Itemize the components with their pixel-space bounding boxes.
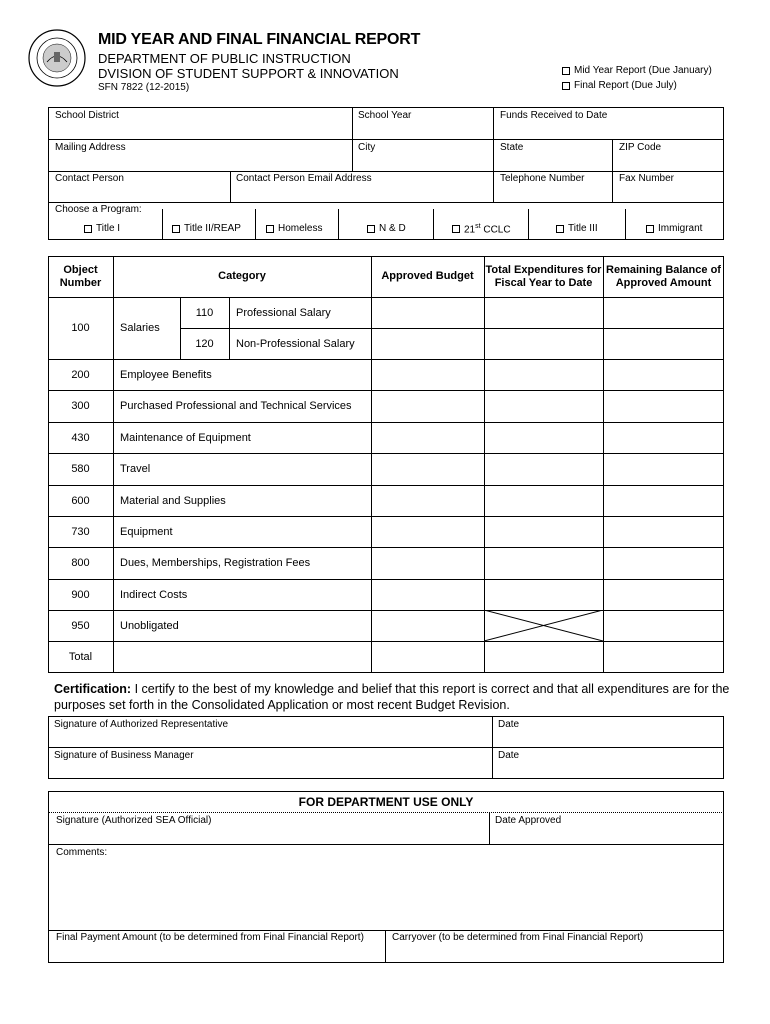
program-checkbox[interactable] — [266, 225, 274, 233]
program-checkbox[interactable] — [556, 225, 564, 233]
remaining-balance-header: Remaining Balance of Approved Amount — [606, 263, 721, 289]
date-approved-field[interactable]: Date Approved — [495, 815, 562, 826]
final-report-option[interactable] — [562, 80, 677, 91]
sub-code-cell: 110 — [195, 306, 214, 319]
sub-code-cell: 120 — [195, 337, 214, 350]
business-manager-signature[interactable]: Signature of Business Manager — [54, 750, 194, 761]
category-cell: Non-Professional Salary — [236, 337, 355, 350]
program-title-i[interactable]: Title I — [84, 223, 120, 234]
object-number-cell: 300 — [71, 400, 90, 412]
program-title-iii[interactable]: Title III — [556, 223, 598, 234]
funds-received-field[interactable]: Funds Received to Date — [500, 110, 608, 121]
zip-field[interactable]: ZIP Code — [619, 142, 662, 153]
school-district-field[interactable]: School District — [55, 110, 119, 121]
final-report-checkbox[interactable] — [562, 82, 570, 90]
object-number-header: Object Number — [59, 263, 102, 289]
program-n-and-d[interactable]: N & D — [367, 223, 406, 234]
category-cell: Maintenance of Equipment — [120, 431, 251, 444]
approved-budget-header: Approved Budget — [381, 270, 474, 282]
program-checkbox[interactable] — [452, 225, 460, 233]
department-name: DEPARTMENT OF PUBLIC INSTRUCTION — [98, 51, 351, 66]
category-cell: Unobligated — [120, 619, 179, 632]
school-year-field[interactable]: School Year — [358, 110, 412, 121]
category-cell: Travel — [120, 463, 151, 475]
telephone-field[interactable]: Telephone Number — [500, 173, 585, 184]
category-cell: Equipment — [120, 525, 173, 538]
contact-person-field[interactable]: Contact Person — [55, 173, 124, 184]
city-field[interactable]: City — [358, 142, 376, 153]
fax-field[interactable]: Fax Number — [619, 173, 675, 184]
not-applicable-cross — [484, 610, 603, 641]
program-immigrant[interactable]: Immigrant — [646, 223, 702, 234]
department-use-title: FOR DEPARTMENT USE ONLY — [298, 795, 474, 809]
choose-program-label: Choose a Program: — [55, 204, 142, 215]
category-cell: Dues, Memberships, Registration Fees — [120, 557, 311, 569]
object-number-cell: 100 — [71, 322, 90, 334]
sea-official-signature[interactable]: Signature (Authorized SEA Official) — [56, 815, 212, 826]
program-21st-cclc[interactable]: 21st CCLC — [452, 223, 511, 235]
program-homeless[interactable]: Homeless — [266, 223, 322, 234]
mailing-address-field[interactable]: Mailing Address — [55, 142, 126, 153]
final-payment-field[interactable]: Final Payment Amount (to be determined from Final Financial Report) — [56, 932, 364, 943]
object-number-cell: 430 — [71, 431, 90, 444]
category-cell: Material and Supplies — [120, 494, 226, 507]
object-number-cell: 900 — [71, 588, 90, 601]
object-number-cell: 950 — [71, 619, 90, 632]
total-label: Total — [68, 651, 93, 663]
category-cell: Employee Benefits — [120, 368, 212, 381]
category-cell: Indirect Costs — [120, 588, 188, 601]
program-checkbox[interactable] — [646, 225, 654, 233]
state-field[interactable]: State — [500, 142, 524, 153]
program-checkbox[interactable] — [84, 225, 92, 233]
comments-field[interactable]: Comments: — [56, 847, 108, 858]
program-checkbox[interactable] — [172, 225, 180, 233]
mid-year-checkbox[interactable] — [562, 67, 570, 75]
report-title: MID YEAR AND FINAL FINANCIAL REPORT — [98, 31, 421, 48]
object-number-cell: 730 — [71, 525, 90, 538]
total-expenditures-header: Total Expenditures for Fiscal Year to Date — [485, 263, 602, 289]
division-name: DVISION OF STUDENT SUPPORT & INNOVATION — [98, 66, 399, 81]
mid-year-option[interactable] — [562, 65, 712, 76]
carryover-field[interactable]: Carryover (to be determined from Final Financial Report) — [392, 932, 644, 943]
category-header: Category — [218, 270, 266, 282]
final-report-label: Final Report (Due July) — [574, 80, 677, 91]
object-number-cell: 200 — [71, 368, 90, 381]
rep-date-field[interactable]: Date — [498, 719, 520, 730]
category-cell: Professional Salary — [236, 306, 331, 319]
mid-year-label: Mid Year Report (Due January) — [574, 65, 712, 76]
category-cell: Purchased Professional and Technical Services — [120, 400, 352, 412]
salaries-label: Salaries — [120, 322, 160, 334]
program-title-ii[interactable]: Title II/REAP — [172, 223, 241, 234]
form-number: SFN 7822 (12-2015) — [98, 82, 190, 93]
object-number-cell: 580 — [71, 463, 90, 475]
program-checkbox[interactable] — [367, 225, 375, 233]
contact-email-field[interactable]: Contact Person Email Address — [236, 173, 372, 184]
object-number-cell: 800 — [71, 557, 90, 569]
authorized-rep-signature[interactable]: Signature of Authorized Representative — [54, 719, 228, 730]
object-number-cell: 600 — [71, 494, 90, 507]
manager-date-field[interactable]: Date — [498, 750, 520, 761]
state-seal-logo — [27, 28, 87, 88]
certification-text: Certification: I certify to the best of my knowledge and belief that this report is correct and that all expenditures are for the purposes set forth in the Consolidated Application or most recent Budget Revision. — [54, 682, 730, 712]
